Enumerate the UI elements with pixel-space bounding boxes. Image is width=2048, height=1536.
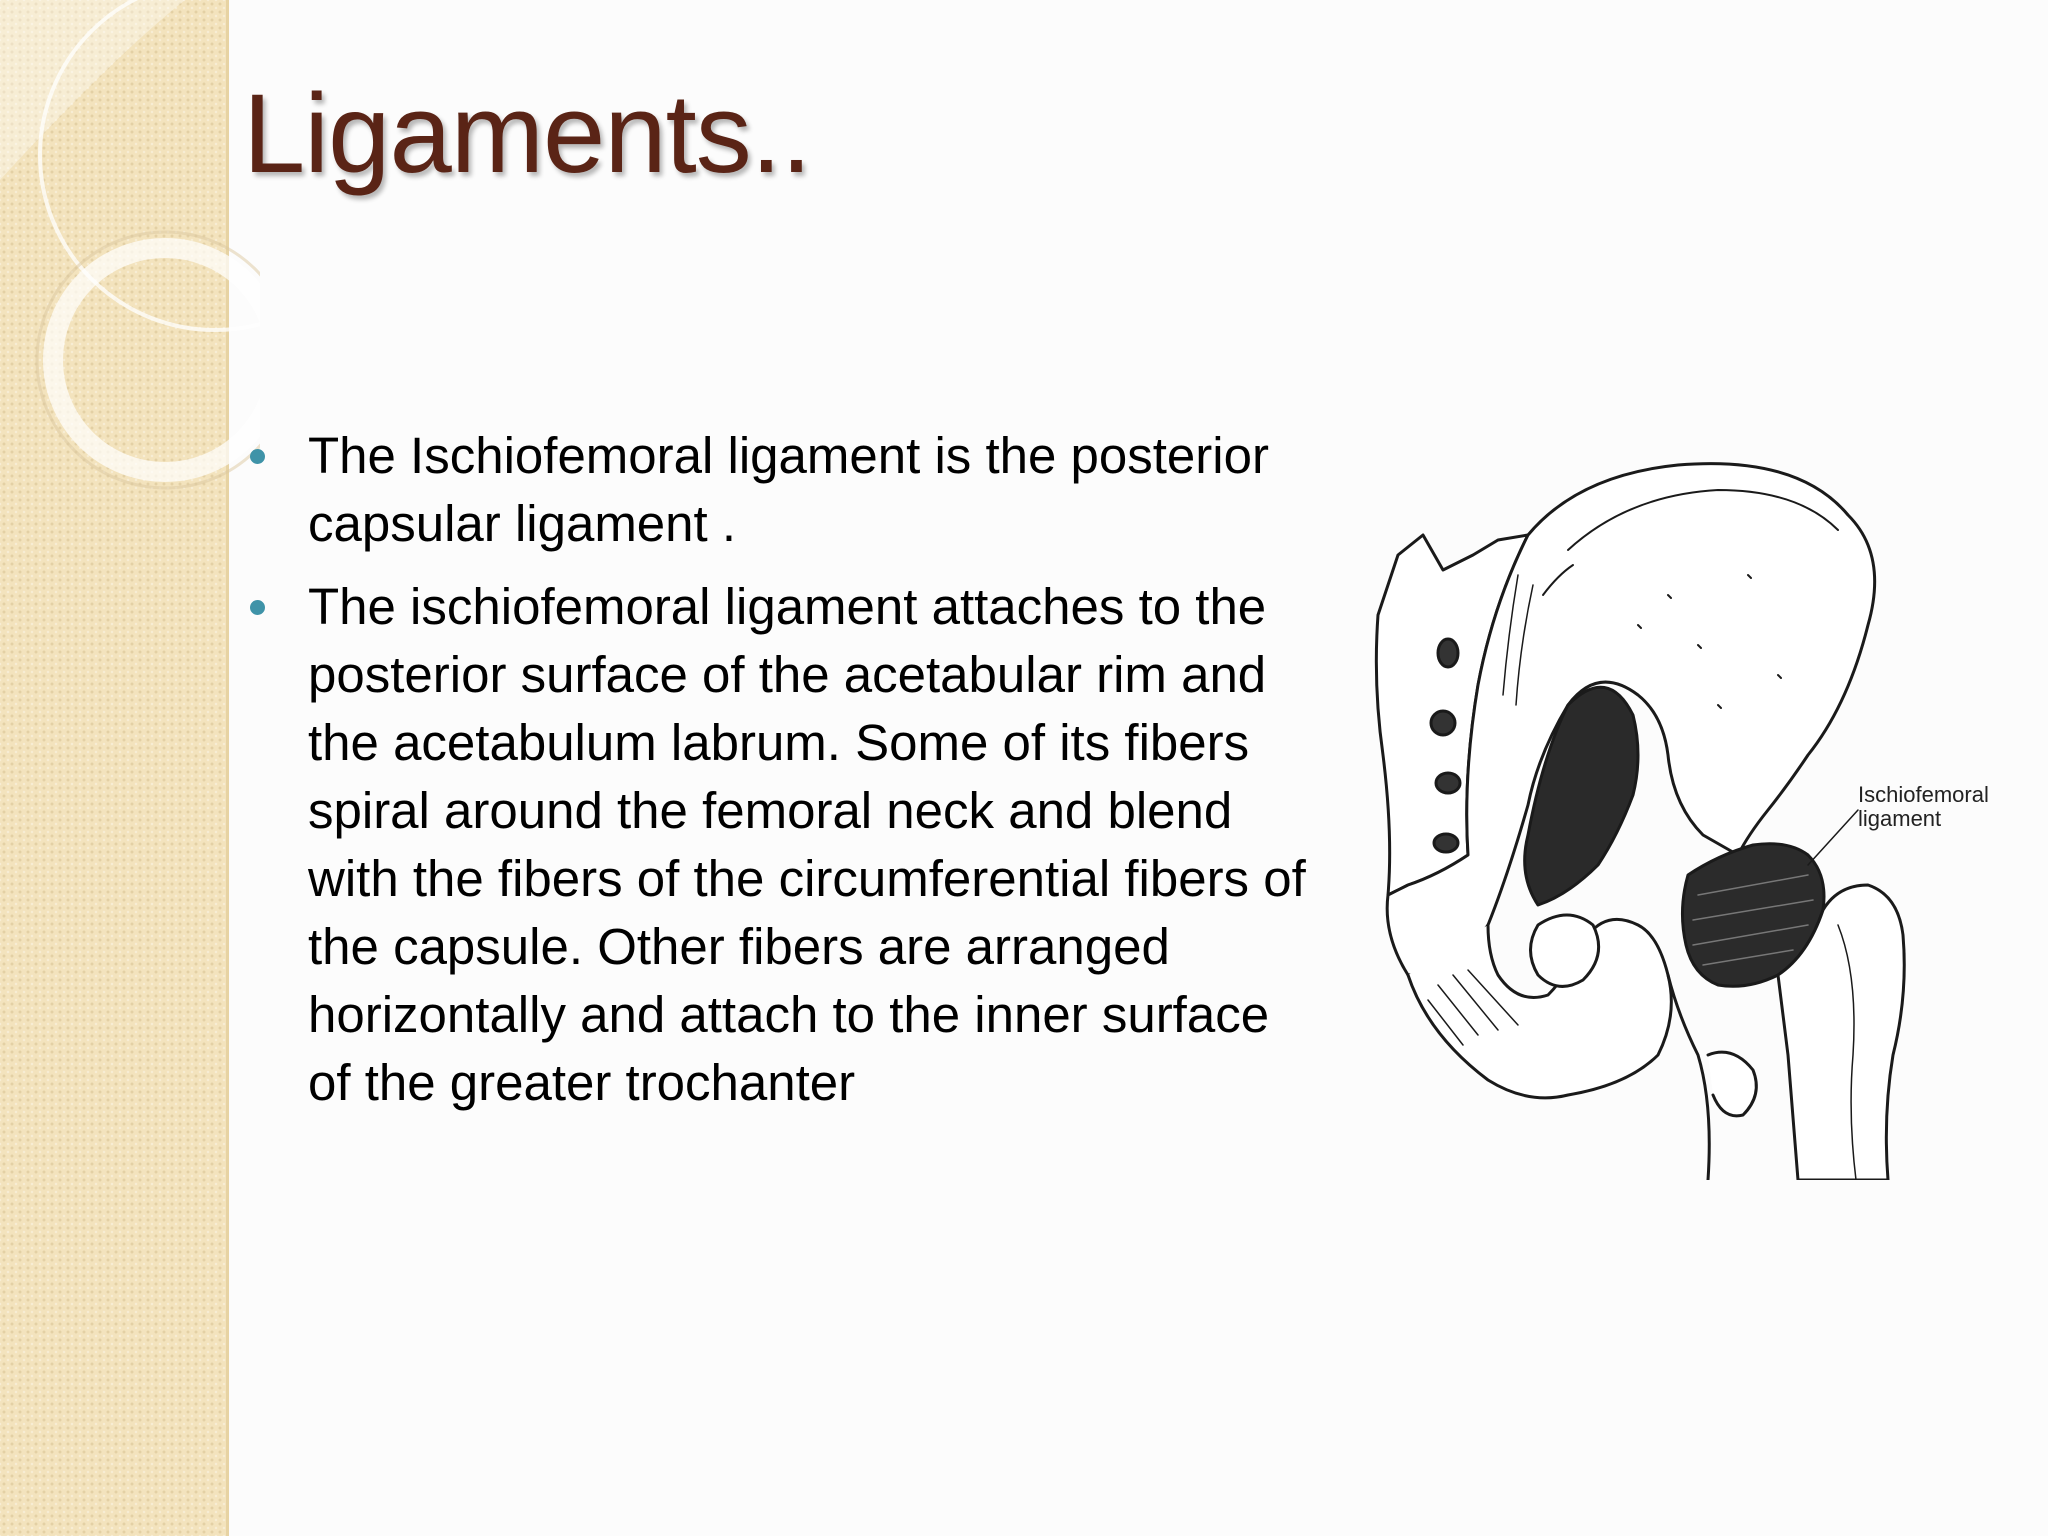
bullet-item [240,573,1320,1117]
bullet-item [240,422,1320,558]
bullet-dot-icon [250,600,265,615]
bullet-text: The ischiofemoral ligament attaches to the posterior surface of the acetabular rim and the acetabulum labrum. Some of its fibers spiral around the femoral neck and blend with the fibers of the circumferential fibers of the capsule. Other fibers are arranged horizontally and attach to the inner surface of the greater trochanter [308,578,1306,1111]
decorative-circles [0,0,260,520]
bullet-text: The Ischiofemoral ligament is the posterior capsular ligament . [308,427,1269,552]
figure-label-line1: Ischiofemoral [1858,782,1989,807]
hip-anatomy-illustration [1368,455,2024,1180]
bullet-dot-icon [250,449,265,464]
figure-label-line2: ligament [1858,806,1942,831]
ischiofemoral-ligament-label [1858,783,1989,831]
slide-title: Ligaments.. [243,71,811,196]
bullet-list [240,422,1320,1132]
